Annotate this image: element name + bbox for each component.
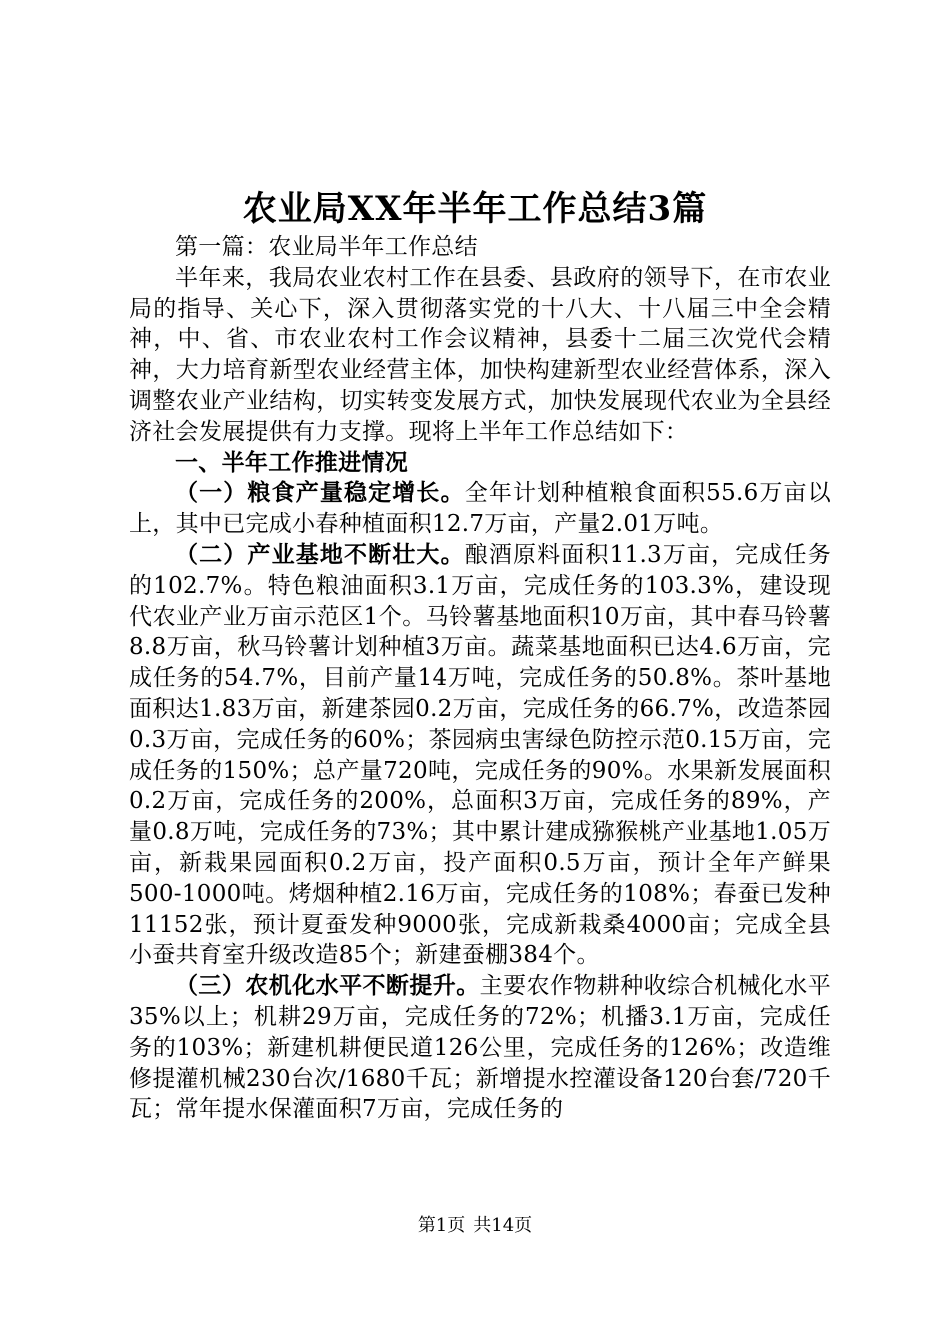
document-title: 农业局XX年半年工作总结3篇 bbox=[242, 189, 708, 229]
page-number: 第1页 bbox=[417, 1215, 466, 1236]
item-heading-3: （三）农机化水平不断提升。 bbox=[175, 972, 480, 1000]
item-heading-1: （一）粮食产量稳定增长。 bbox=[175, 479, 465, 507]
item-text-3: 主要农作物耕种收综合机械化水平35%以上；机耕29万亩，完成任务的72%；机播3.1万亩，完成任务的103%；新建机耕便民道126公里，完成任务的126%；改造维修提灌机械230台次/1680千瓦；新增提水控灌设备120台套/720千瓦；常年提水保灌面积7万亩，完成任务的 bbox=[129, 973, 832, 1123]
intro-paragraph: 半年来，我局农业农村工作在县委、县政府的领导下，在市农业局的指导、关心下，深入贯彻落实党的十八大、十八届三中全会精神，中、省、市农业农村工作会议精神，县委十二届三次党代会精神，大力培育新型农业经营主体，加快构建新型农业经营体系，深入调整农业产业结构，切实转变发展方式，加快发展现代农业为全县经济社会发展提供有力支撑。现将上半年工作总结如下： bbox=[129, 264, 831, 445]
item-text-1: 全年计划种植粮食面积55.6万亩以上，其中已完成小春种植面积12.7万亩，产量2.01万吨。 bbox=[129, 480, 831, 538]
page-footer bbox=[0, 1214, 950, 1238]
item-paragraph-2 bbox=[129, 540, 831, 971]
document-body bbox=[129, 232, 831, 1125]
item-text-2: 酿酒原料面积11.3万亩，完成任务的102.7%。特色粮油面积3.1万亩，完成任务的103.3%，建设现代农业产业万亩示范区1个。马铃薯基地面积10万亩，其中春马铃薯8.8万亩，秋马铃薯计划种植3万亩。蔬菜基地面积已达4.6万亩，完成任务的54.7%，目前产量14万吨，完成任务的50.8%。茶叶基地面积达1.83万亩，新建茶园0.2万亩，完成任务的66.7%，改造茶园0.3万亩，完成任务的60%；茶园病虫害绿色防控示范0.15万亩，完成任务的150%；总产量720吨，完成任务的90%。水果新发展面积0.2万亩，完成任务的200%，总面积3万亩，完成任务的89%，产量0.8万吨，完成任务的73%；其中累计建成猕猴桃产业基地1.05万亩，新栽果园面积0.2万亩，投产面积0.5万亩，预计全年产鲜果500-1000吨。烤烟种植2.16万亩，完成任务的108%；春蚕已发种11152张，预计夏蚕发种9000张，完成新栽桑4000亩；完成全县小蚕共育室升级改造85个；新建蚕棚384个。 bbox=[129, 541, 831, 969]
item-paragraph-1 bbox=[129, 478, 831, 540]
part-title: 第一篇：农业局半年工作总结 bbox=[175, 234, 478, 260]
item-heading-2: （二）产业基地不断壮大。 bbox=[175, 540, 465, 568]
page-total: 共14页 bbox=[473, 1215, 533, 1236]
item-paragraph-3 bbox=[129, 971, 831, 1125]
section-heading: 一、半年工作推进情况 bbox=[175, 448, 408, 476]
